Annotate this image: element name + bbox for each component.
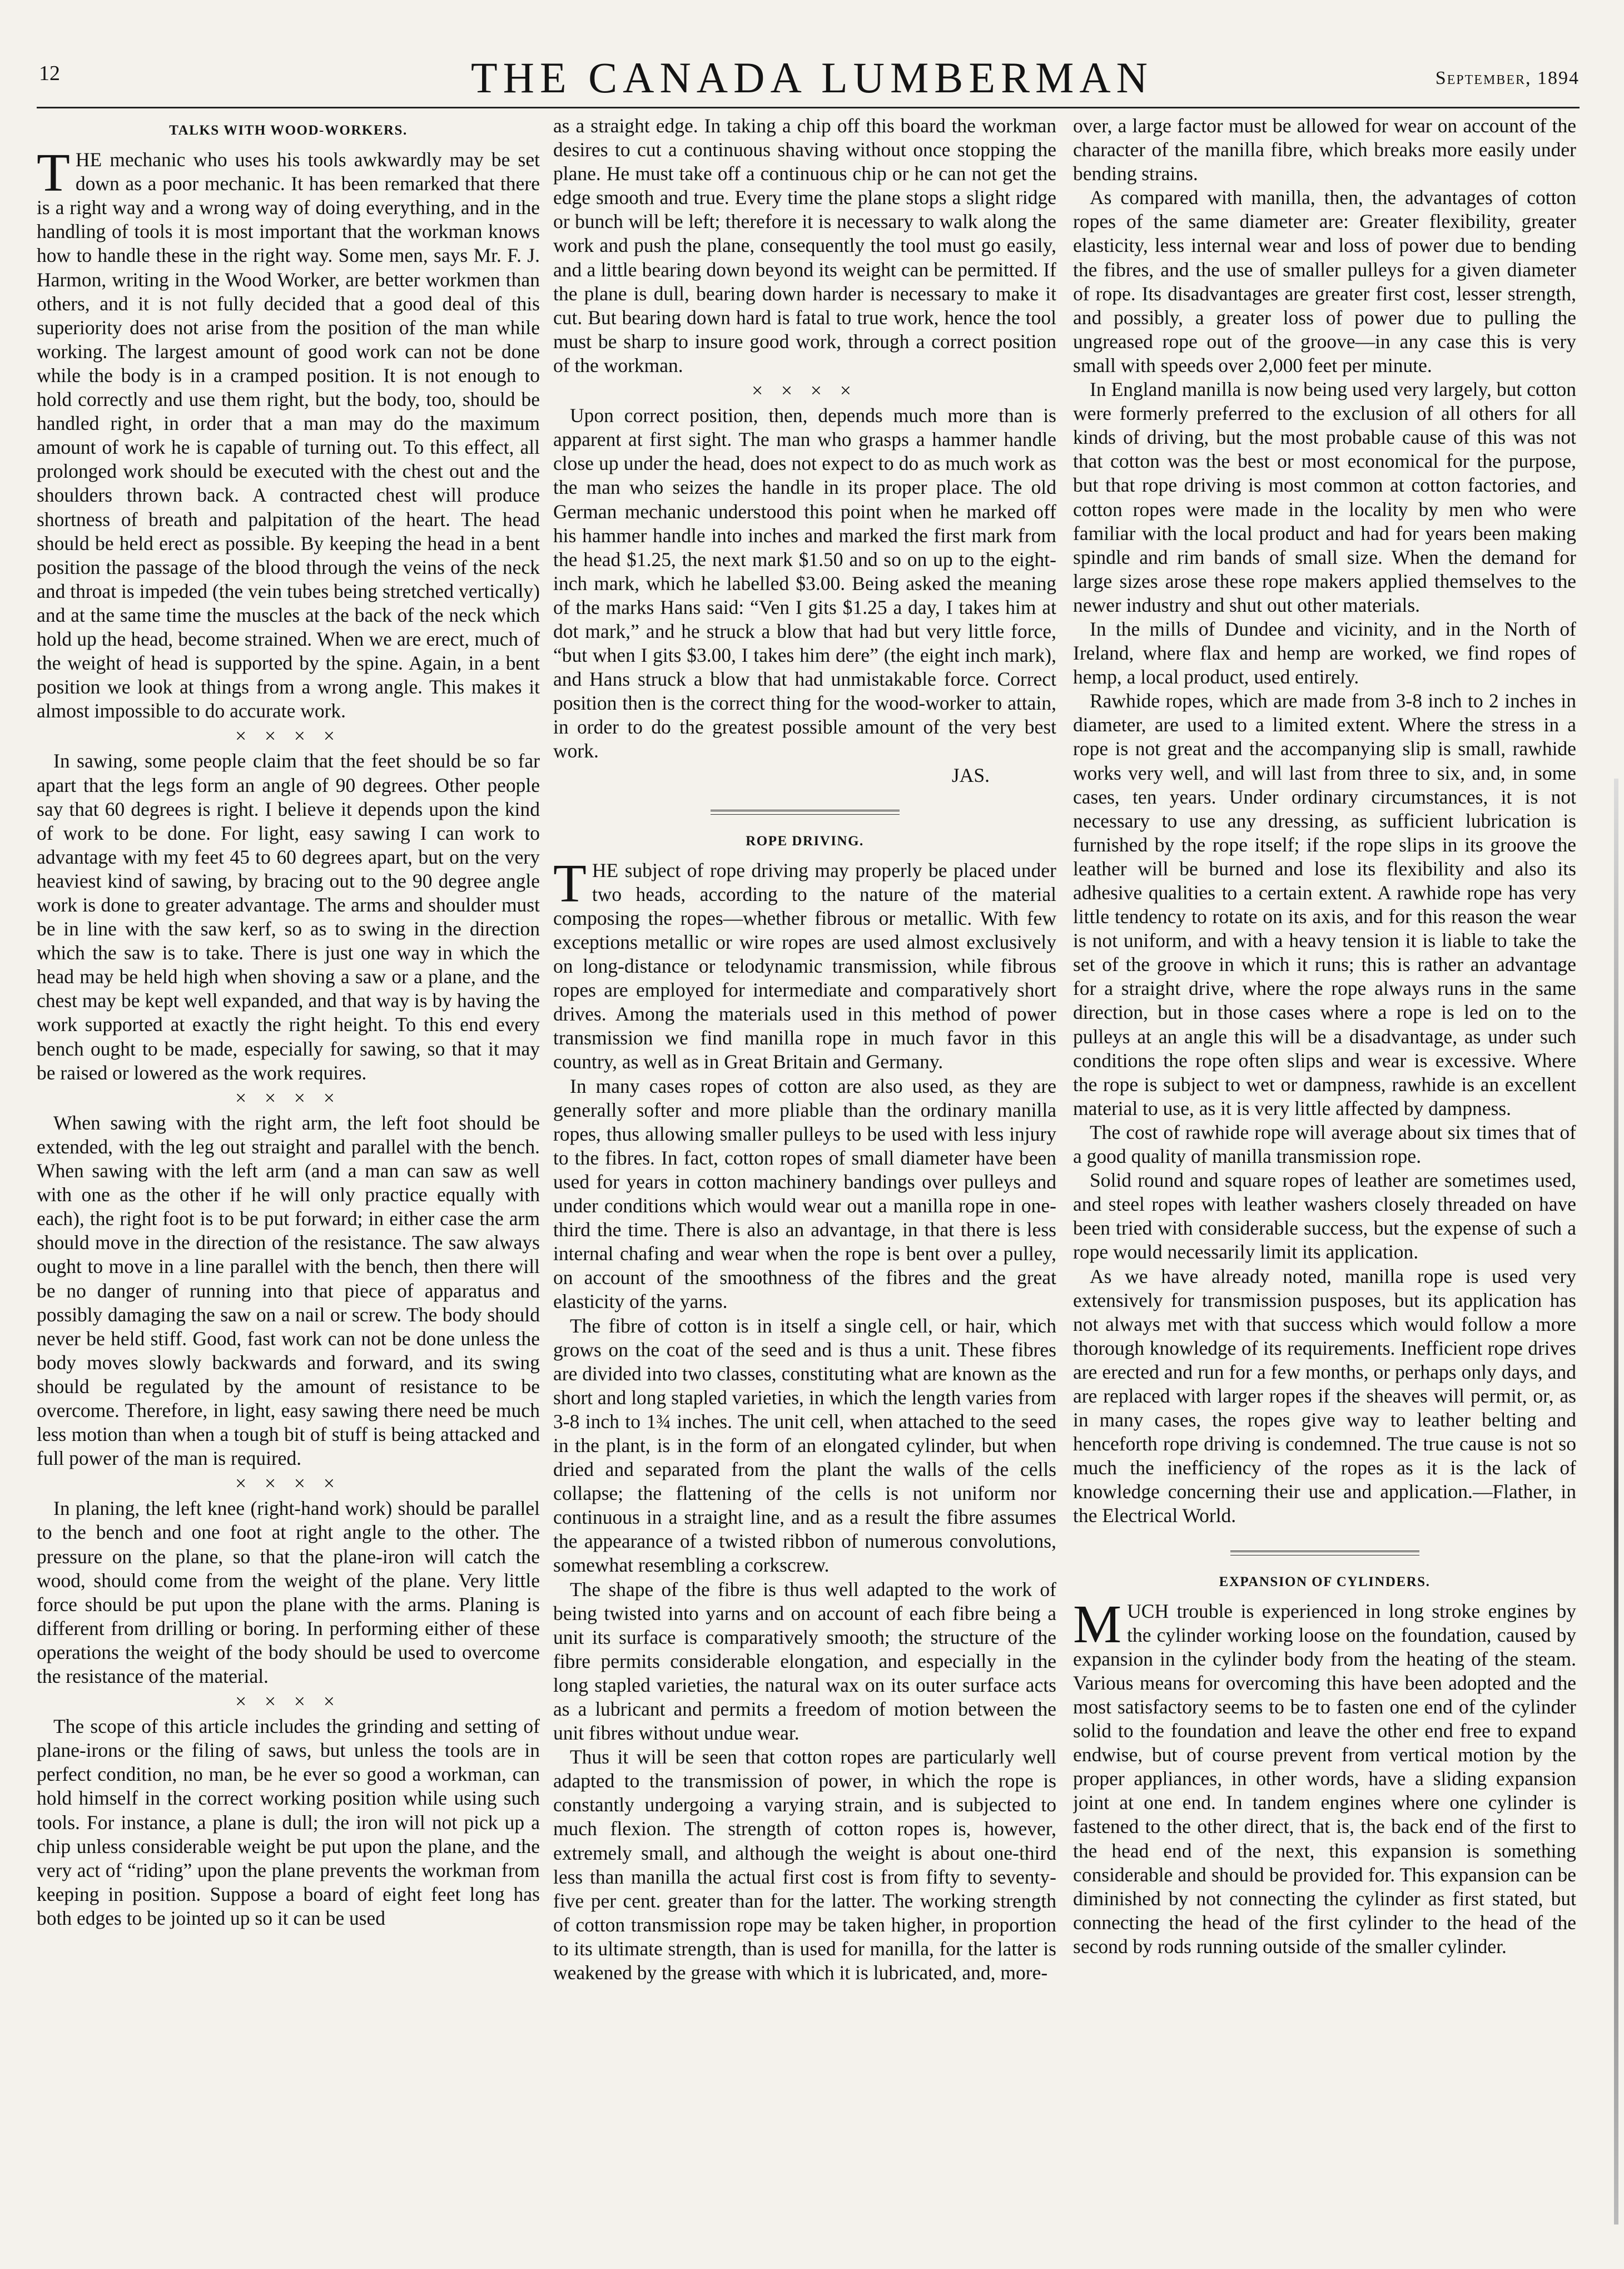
paragraph: In many cases ropes of cotton are also used, as they are generally softer and more pliable than the ordinary manilla ropes, thus allowing smaller pulleys to be used with less injury to the fibres. In fact, cotton ropes of small diameter have been used for years in cotton machinery bandings over pulleys and under conditions which would wear out a manilla rope in one-third the time. There is also an advantage, in that there is less internal chafing and wear when the rope is bent over a pulley, on account of the smoothness of the fibres and the great elasticity of the yarns.	[553, 1074, 1056, 1313]
drop-cap: T	[37, 143, 70, 204]
issue-date: September, 1894	[1435, 68, 1580, 88]
masthead: THE CANADA LUMBERMAN	[470, 53, 1154, 102]
paragraph: THE subject of rope driving may properly be placed under two heads, according to the nature of the material composing the ropes—whether fibrous or metallic. With few exceptions metallic or wire ropes are used almost exclusively on long-distance or telodynamic transmission, while fibrous ropes are employed for intermediate and comparatively short drives. Among the materials used in this method of power transmission we find manilla rope in much favor in this country, as well as in Great Britain and Germany.	[553, 853, 1056, 1073]
paragraph: Rawhide ropes, which are made from 3-8 inch to 2 inches in diameter, are used to a limited extent. Where the stress in a rope is not great and the accompanying slip is small, rawhide works very well, and will last from three to six, and, in some cases, ten years. Under ordinary circumstances, it is not necessary to use any dressing, as sufficient lubrication is furnished by the rope itself; if the rope slips in its groove the leather will be burned and lose its flexibility and also its adhesive qualities to a certain extent. A rawhide rope has very little tendency to rotate on its axis, and for this reason the wear is not uniform, and with a heavy tension it is liable to take the set of the groove in which it runs; this is rather an advantage for a straight drive, where the rope always runs in the same direction, but in those cases where a rope is led on to the pulleys at an angle this will be a disadvantage, as under such conditions the rope often slips and wear is excessive. Where the rope is subject to wet or dampness, rawhide is an excellent material to use, as it is very little affected by dampness.	[1073, 690, 1576, 1119]
paragraph: In sawing, some people claim that the feet should be so far apart that the legs form an angle of 90 degrees. Other people say that 60 degrees is right. I believe it depends upon the kind of work to be done. For light, easy sawing I can work to advantage with my feet 45 to 60 degrees apart, but on the very heaviest kind of sawing, by bracing out to the 90 degree angle work is done to greater advantage. The arms and shoulder must be in line with the saw kerf, so as to swing in the direction which the saw is to take. There is just one way in which the head may be held high when shoving a saw or a plane, and the chest may be kept well expanded, and that way is by having the work supported at exactly the right height. To this end every bench ought to be made, especially for sawing, so that it may be raised or lowered as the work requires.	[37, 750, 540, 1084]
article-heading-rope: ROPE DRIVING.	[746, 833, 864, 849]
page-number: 12	[39, 62, 60, 85]
paragraph: As we have already noted, manilla rope is used very extensively for transmission pusposes, but its application has not always met with that success which would follow a more thorough knowledge of its requirements. Inefficient rope drives are erected and run for a few months, or perhaps only days, and are replaced with larger ropes if the sheaves will permit, or, as in many cases, the ropes give way to leather belting and henceforth rope driving is condemned. The true cause is not so much the inefficiency of the ropes as it is the lack of knowledge concerning their use and application.—Flather, in the Electrical World.	[1073, 1265, 1576, 1527]
article-heading-talks: TALKS WITH WOOD-WORKERS.	[169, 123, 408, 138]
section-separator: × × × ×	[235, 1690, 341, 1713]
paragraph: Solid round and square ropes of leather are sometimes used, and steel ropes with leather washers closely threaded on have been tried with considerable success, but the expense of such a rope would necessarily limit its application.	[1073, 1169, 1576, 1264]
drop-cap: M	[1073, 1594, 1122, 1654]
paragraph: Upon correct position, then, depends much more than is apparent at first sight. The man who grasps a hammer handle close up under the head, does not expect to do as much work as the man who seizes the handle in its proper place. The old German mechanic understood this point when he marked off his hammer handle into inches and marked the first mark from the head $1.25, the next mark $1.50 and so on up to the eight-inch mark, which he labelled $3.00. Being asked the meaning of the marks Hans said: “Ven I gits $1.25 a day, I takes him at dot mark,” and he struck a blow that had but very little force, “but when I gits $3.00, I takes him dere” (the eight inch mark), and Hans struck a blow that had unmistakable force. Correct position then is the correct thing for the wood-worker to attain, in order to do the greatest possible amount of the very best work.	[553, 404, 1056, 762]
paragraph: The scope of this article includes the grinding and setting of plane-irons or the filing of saws, but unless the tools are in perfect condition, no man, be he ever so good a workman, can hold himself in the correct working position while using such tools. For instance, a plane is dull; the iron will not pick up a chip unless considerable weight be put upon the plane, and the very act of “riding” upon the plane prevents the workman from keeping in position. Suppose a board of eight feet long has both edges to be jointed up so it can be used	[37, 1715, 540, 1929]
decorative-rule	[1230, 1550, 1419, 1555]
header-rule	[37, 107, 1580, 108]
paragraph: as a straight edge. In taking a chip off this board the workman desires to cut a continuous shaving without once stopping the plane. He must take off a continuous chip or he can not get the edge smooth and true. Every time the plane stops a slight ridge or bunch will be left; therefore it is necessary to walk along the work and push the plane, consequently the tool must go easily, and a little bearing down beyond its weight can be permitted. If the plane is dull, bearing down harder is necessary to make it cut. But bearing down hard is fatal to true work, hence the tool must be sharp to insure good work, through a correct position of the workman.	[553, 115, 1056, 376]
paragraph: In planing, the left knee (right-hand work) should be parallel to the bench and one foot at right angle to the other. The pressure on the plane, so that the plane-iron will catch the wood, should come from the weight of the plane. Very little force should be put upon the plane with the arms. Planing is different from drilling or boring. In performing either of these operations the weight of the body should be used to overcome the resistance of the material.	[37, 1497, 540, 1687]
section-separator: × × × ×	[235, 1086, 341, 1109]
page-edge-shadow	[1614, 779, 1618, 2225]
section-separator: × × × ×	[752, 379, 858, 402]
paragraph: Thus it will be seen that cotton ropes are particularly well adapted to the transmission of power, in which the rope is constantly undergoing a varying strain, and is subjected to much flexion. The strength of cotton ropes is, however, extremely small, and although the weight is about one-third less than manilla the actual first cost is from fifty to seventy-five per cent. greater than for the latter. The working strength of cotton transmission rope may be taken higher, in proportion to its ultimate strength, than is used for manilla, for the latter is weakened by the grease with which it is lubricated, and, more-	[553, 1746, 1056, 1984]
paragraph: In the mills of Dundee and vicinity, and in the North of Ireland, where flax and hemp are worked, we find ropes of hemp, a local product, used entirely.	[1073, 617, 1576, 688]
paragraph: When sawing with the right arm, the left foot should be extended, with the leg out straight and parallel with the bench. When sawing with the left arm (and a man can saw as well with one as the other if he will only practice equally with each), the right foot is to be put forward; in either case the arm should move in the direction of the resistance. The saw always ought to move in a line parallel with the bench, then there will be no danger of running into that piece of apparatus and possibly damaging the saw on a nail or screw. The body should never be held stiff. Good, fast work can not be done unless the body moves slowly backwards and forward, and its swing should be regulated by the amount of resistance to be overcome. Therefore, in light, easy sawing there need be much less motion than when a tough bit of stuff is being attacked and full power of the man is required.	[37, 1111, 540, 1470]
paragraph: THE mechanic who uses his tools awkwardly may be set down as a poor mechanic. It has been remarked that there is a right way and a wrong way of doing everything, and in the handling of tools it is most important that the workman knows how to handle these in the right way. Some men, says Mr. F. J. Harmon, writing in the Wood Worker, are better workmen than others, and it is not fully decided that a good deal of this superiority does not arise from the position of the man while working. The largest amount of good work can not be done while the body is in a cramped position. It is not enough to hold correctly and use them right, but the body, too, should be handled right, in order that a man may do the maximum amount of work he is capable of turning out. To this effect, all prolonged work should be executed with the chest out and the shoulders thrown back. A contracted chest will produce shortness of breath and palpitation of the heart. The head should be held erect as possible. By keeping the head in a bent position the passage of the blood through the veins of the neck and throat is impeded (the vein tubes being stretched vertically) and at the same time the muscles at the back of the neck which hold up the head, become strained. When we are erect, much of the weight of head is supported by the spine. Again, in a bent position we look at things from a wrong angle. This makes it almost impossible to do accurate work.	[37, 143, 540, 722]
paragraph: over, a large factor must be allowed for wear on account of the character of the manilla fibre, which breaks more easily under bending strains.	[1073, 115, 1576, 185]
paragraph: As compared with manilla, then, the advantages of cotton ropes of the same diameter are: Greater flexibility, greater elasticity, less internal wear and loss of power due to bending the fibres, and the use of smaller pulleys for a given diameter of rope. Its disadvantages are greater first cost, lesser strength, and possibly, a greater loss of power due to pulling the ungreased rope out of the groove—in any case this is very small with speeds over 2,000 feet per minute.	[1073, 186, 1576, 376]
decorative-rule	[711, 810, 900, 815]
column-1	[37, 114, 540, 2244]
paragraph: MUCH trouble is experienced in long stroke engines by the cylinder working loose on the foundation, caused by expansion in the cylinder body from the heating of the steam. Various means for overcoming this have been adopted and the most satisfactory seems to be to fasten one end of the cylinder solid to the foundation and leave the other end free to expand endwise, but of course prevent from vertical motion by the proper appliances, in other words, have a sliding expansion joint at one end. In tandem engines where one cylinder is fastened to the other direct, that is, the back end of the first to the head end of the next, this expansion is something considerable and should be provided for. This expansion can be diminished by not connecting the cylinder as first stated, but connecting the head of the first cylinder to the head of the second by rods running outside of the smaller cylinder.	[1073, 1594, 1576, 1958]
section-separator: × × × ×	[235, 725, 341, 747]
section-separator: × × × ×	[235, 1472, 341, 1495]
paragraph: The fibre of cotton is in itself a single cell, or hair, which grows on the coat of the seed and is thus a unit. These fibres are divided into two classes, constituting what are known as the short and long stapled varieties, in which the length varies from 3-8 inch to 1¾ inches. The unit cell, when attached to the seed in the plant, is in the form of an elongated cylinder, but when dried and separated from the plant the walls of the cells collapse; the flattening of the cells is not uniform nor continuous in a straight line, and as a result the fibre assumes the appearance of a twisted ribbon of numerous convolutions, somewhat resembling a corkscrew.	[553, 1314, 1056, 1577]
article-heading-cylinders: EXPANSION OF CYLINDERS.	[1219, 1574, 1431, 1589]
paragraph: In England manilla is now being used very largely, but cotton were formerly preferred to the exclusion of all others for all kinds of driving, but the most probable cause of this was not that cotton was the best or most economical for the purpose, but that rope driving is most common at cotton factories, and cotton ropes were made in the locality by men who were familiar with the local product and had for years been making spindle and rim bands of small size. When the demand for large sizes arose these rope makers applied themselves to the newer industry and shut out other materials.	[1073, 378, 1576, 616]
paragraph: The cost of rawhide rope will average about six times that of a good quality of manilla transmission rope.	[1073, 1121, 1576, 1168]
paragraph: The shape of the fibre is thus well adapted to the work of being twisted into yarns and on account of each fibre being a unit its surface is comparatively smooth; the structure of the fibre permits considerable elongation, and especially in the long stapled varieties, the natural wax on its outer surface acts as a lubricant and permits a freedom of motion between the unit fibres without undue wear.	[553, 1578, 1056, 1745]
column-2	[553, 114, 1056, 2244]
column-3	[1073, 114, 1576, 2244]
author-signature: JAS.	[951, 764, 990, 786]
drop-cap: T	[553, 853, 587, 914]
